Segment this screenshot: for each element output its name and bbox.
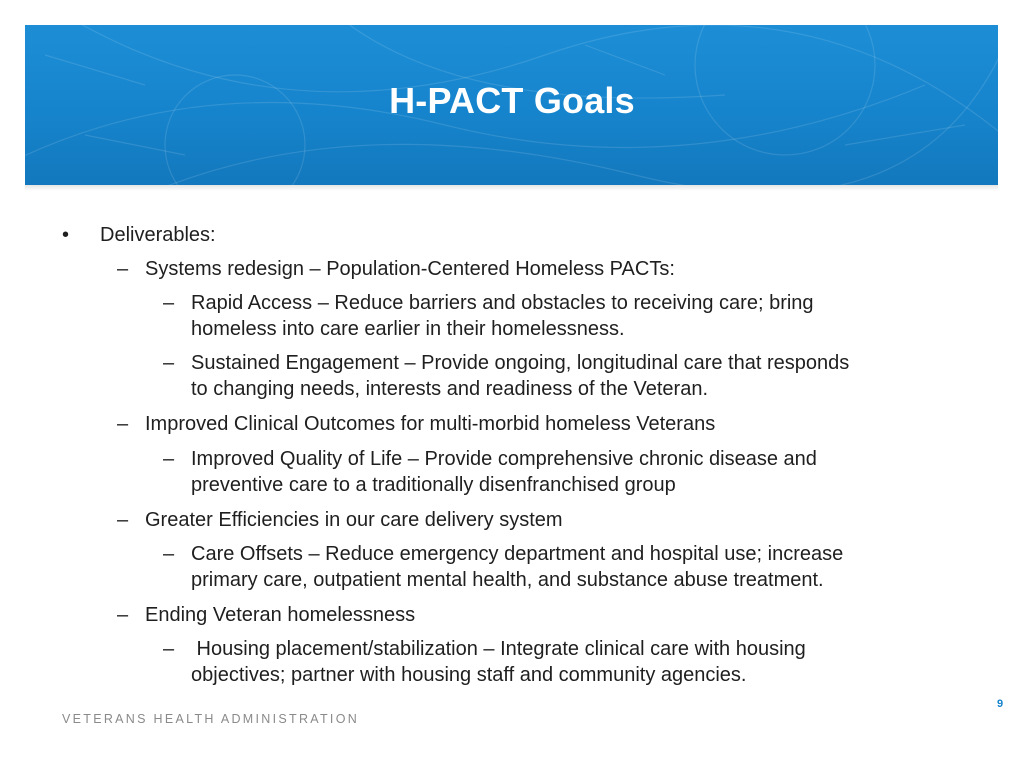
dash-marker: – <box>117 604 129 626</box>
sub-bullet-greater-efficiencies: Greater Efficiencies in our care delivery system <box>145 509 563 531</box>
dash-marker: – <box>163 638 175 660</box>
dash-marker: – <box>163 543 175 565</box>
sub-bullet-systems-redesign: Systems redesign – Population-Centered Homeless PACTs: <box>145 258 675 280</box>
sub-sub-bullet-rapid-access: Rapid Access – Reduce barriers and obstacles to receiving care; bring <box>191 292 814 314</box>
dash-marker: – <box>163 352 175 374</box>
slide-title: H-PACT Goals <box>389 80 635 121</box>
sub-sub-bullet-housing-placement: Housing placement/stabilization – Integrate clinical care with housing <box>191 638 806 660</box>
dash-marker: – <box>117 413 129 435</box>
sub-sub-bullet-quality-of-life: Improved Quality of Life – Provide comprehensive chronic disease and <box>191 448 817 470</box>
bullet-deliverables: Deliverables: <box>100 224 216 246</box>
sub-sub-bullet-care-offsets: Care Offsets – Reduce emergency department and hospital use; increase <box>191 543 844 565</box>
sub-sub-bullet-quality-of-life-cont: preventive care to a traditionally disenfranchised group <box>191 474 676 496</box>
sub-bullet-clinical-outcomes: Improved Clinical Outcomes for multi-morbid homeless Veterans <box>145 413 716 435</box>
sub-sub-bullet-rapid-access-cont: homeless into care earlier in their homelessness. <box>191 318 625 340</box>
sub-sub-bullet-sustained-engagement-cont: to changing needs, interests and readiness of the Veteran. <box>191 378 709 400</box>
dash-marker: – <box>117 258 129 280</box>
sub-sub-bullet-sustained-engagement: Sustained Engagement – Provide ongoing, longitudinal care that responds <box>191 352 850 374</box>
footer-organization: VETERANS HEALTH ADMINISTRATION <box>62 712 360 726</box>
sub-bullet-ending-homelessness: Ending Veteran homelessness <box>145 604 416 626</box>
banner-shadow <box>25 185 998 191</box>
bullet-marker: • <box>62 224 70 246</box>
sub-sub-bullet-housing-placement-cont: objectives; partner with housing staff and community agencies. <box>191 664 747 686</box>
dash-marker: – <box>117 509 129 531</box>
dash-marker: – <box>163 292 175 314</box>
sub-sub-bullet-care-offsets-cont: primary care, outpatient mental health, and substance abuse treatment. <box>191 569 824 591</box>
dash-marker: – <box>163 448 175 470</box>
page-number: 9 <box>997 698 1004 710</box>
